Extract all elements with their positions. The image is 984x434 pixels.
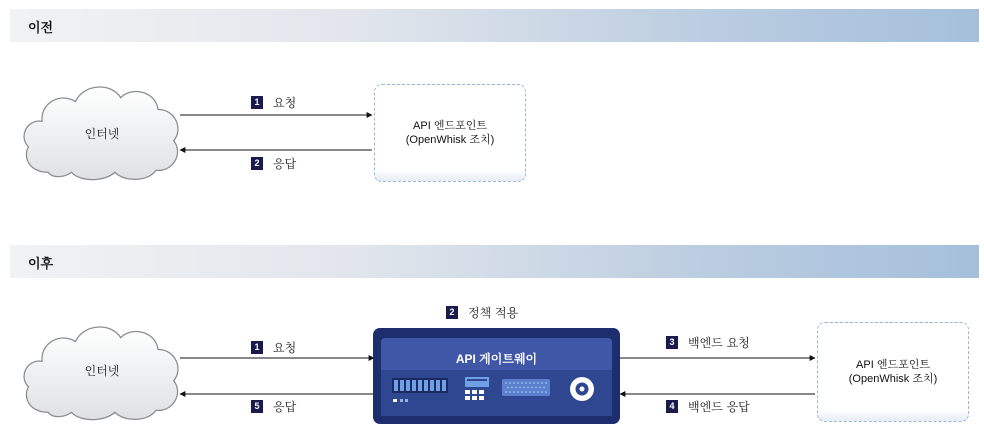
request-step-after: [251, 339, 296, 356]
step-badge: 2: [251, 157, 263, 170]
before-section-title: 이전: [28, 21, 54, 36]
endpoint-subtitle: (OpenWhisk 조치): [405, 134, 495, 146]
step-label: 응답: [273, 157, 297, 171]
step-label: 백엔드 요청: [688, 336, 750, 350]
internet-label-after: 인터넷: [84, 364, 120, 378]
step-label: 응답: [273, 400, 297, 414]
response-step-after: [251, 398, 296, 415]
endpoint-subtitle: (OpenWhisk 조치): [848, 373, 938, 385]
after-section-banner: [10, 245, 979, 278]
step-badge: 1: [251, 341, 263, 354]
after-section-title: 이후: [28, 257, 54, 272]
api-endpoint-box-after: [817, 322, 969, 422]
before-section-banner: [10, 9, 979, 42]
gateway-vent-icon: [502, 379, 550, 396]
step-badge: 2: [446, 306, 458, 319]
backend-request-step: [666, 334, 750, 351]
step-label: 백엔드 응답: [688, 400, 750, 414]
step-badge: 4: [666, 400, 678, 413]
api-gateway-appliance: [373, 328, 620, 424]
policy-step: [446, 304, 518, 321]
step-badge: 5: [251, 400, 263, 413]
backend-response-step: [666, 398, 750, 415]
endpoint-title: API 엔드포인트: [413, 120, 487, 132]
gateway-title: API 게이트웨이: [455, 352, 538, 366]
api-endpoint-box-before: [374, 84, 526, 182]
endpoint-title: API 엔드포인트: [856, 359, 930, 371]
step-badge: 1: [251, 96, 263, 109]
step-label: 요청: [273, 96, 297, 110]
internet-label-before: 인터넷: [84, 127, 120, 141]
request-step-before: [251, 94, 296, 111]
step-label: 요청: [273, 341, 297, 355]
gateway-disc-icon: [570, 377, 594, 401]
step-badge: 3: [666, 336, 678, 349]
response-step-before: [251, 155, 296, 172]
step-label: 정책 적용: [468, 306, 519, 320]
